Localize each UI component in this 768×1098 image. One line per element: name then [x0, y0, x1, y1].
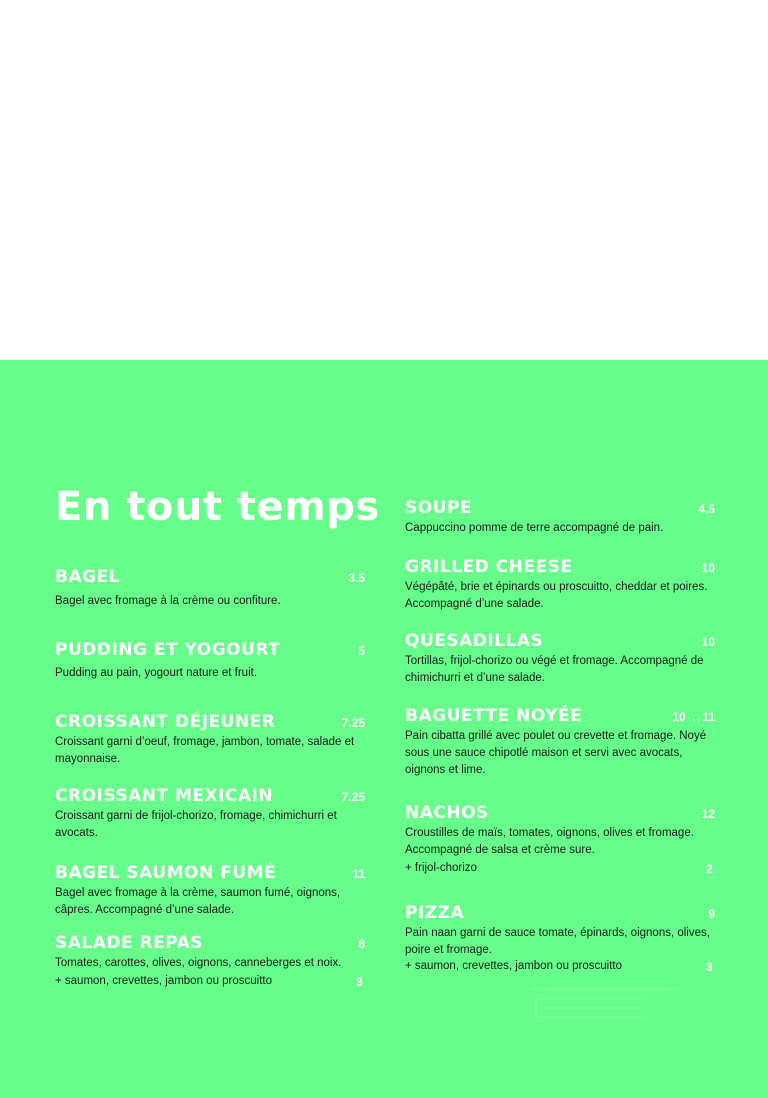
item-name: CROISSANT DÉJEUNER	[55, 712, 276, 732]
item-price: 8	[358, 937, 365, 951]
item-description: Croissant garni d’oeuf, fromage, jambon, tomate, salade et mayonnaise.	[55, 736, 355, 765]
item-description: Pudding au pain, yogourt nature et fruit.	[55, 667, 258, 679]
item-price: 7.25	[341, 716, 365, 730]
item-name: NACHOS	[405, 803, 489, 823]
item-extra: + saumon, crevettes, jambon ou proscuitto	[405, 960, 623, 972]
item-price: 7.25	[341, 790, 365, 804]
item-description: Pain cibatta grillé avec poulet ou crevette et fromage. Noyé sous une sauce chipotlé maison et servi avec avocats, oignons et lime.	[405, 730, 707, 776]
item-name: SOUPE	[405, 498, 473, 518]
menu-title: En tout temps	[55, 484, 380, 530]
item-price: 10	[701, 635, 715, 649]
item-description: Bagel avec fromage à la crème, saumon fumé, oignons, câpres. Accompagné d’une salade.	[55, 887, 341, 916]
item-name: GRILLED CHEESE	[405, 557, 573, 577]
item-extra-price: 3	[356, 975, 363, 989]
menu-item-grilled-cheese	[405, 557, 715, 613]
item-price: 12	[701, 807, 715, 821]
menu-item-croissant-dejeuner	[55, 712, 365, 768]
menu-item-croissant-mexicain	[55, 786, 365, 842]
item-name: BAGEL	[55, 567, 121, 587]
item-price: 9	[708, 907, 715, 921]
item-description: Pain naan garni de sauce tomate, épinards, oignons, olives, poire et fromage.	[405, 927, 710, 956]
item-description: Bagel avec fromage à la crème ou confiture.	[55, 595, 281, 607]
menu-item-bagel-saumon	[55, 863, 365, 919]
item-price: 10	[701, 561, 715, 575]
menu-item-pizza	[405, 903, 715, 959]
item-price: 3.5	[348, 571, 365, 585]
item-price: 11	[352, 867, 365, 881]
menu-item-nachos	[405, 803, 715, 859]
item-extra: + saumon, crevettes, jambon ou proscuitto	[55, 975, 273, 987]
item-description: Croustilles de maïs, tomates, oignons, olives et fromage. Accompagné de salsa et crème sure.	[405, 827, 694, 856]
menu-item-soupe	[405, 498, 715, 538]
item-name: BAGUETTE NOYÉE	[405, 706, 583, 726]
item-name: PUDDING ET YOGOURT	[55, 640, 281, 660]
item-extra-price: 2	[706, 862, 713, 876]
watermark-logo	[532, 985, 682, 1027]
item-description: Tomates, carottes, olives, oignons, canneberges et noix.	[55, 957, 342, 969]
menu-item-pudding	[55, 640, 365, 680]
menu-item-baguette-noyee	[405, 706, 715, 778]
item-name: SALADE REPAS	[55, 933, 204, 953]
item-name: PIZZA	[405, 903, 465, 923]
item-price: 4.5	[698, 502, 715, 516]
menu-item-bagel	[55, 567, 365, 607]
menu-item-quesadillas	[405, 631, 715, 687]
item-name: BAGEL SAUMON FUMÉ	[55, 863, 277, 883]
item-name: CROISSANT MEXICAIN	[55, 786, 274, 806]
item-extra-price: 3	[706, 960, 713, 974]
item-name: QUESADILLAS	[405, 631, 544, 651]
item-description: Croissant garni de frijol-chorizo, fromage, chimichurri et avocats.	[55, 810, 337, 839]
item-price: 5	[358, 644, 365, 658]
item-description: Tortillas, frijol-chorizo ou végé et fromage. Accompagné de chimichurri et d’une salade.	[405, 655, 704, 684]
item-description: Cappuccino pomme de terre accompagné de pain.	[405, 522, 664, 534]
menu-item-salade-repas	[55, 933, 365, 973]
item-description: Végépâté, brie et épinards ou proscuitto, cheddar et poires. Accompagné d’une salade.	[405, 581, 708, 610]
item-price: 10 . 11	[672, 710, 715, 724]
item-extra: + frijol-chorizo	[405, 862, 477, 874]
